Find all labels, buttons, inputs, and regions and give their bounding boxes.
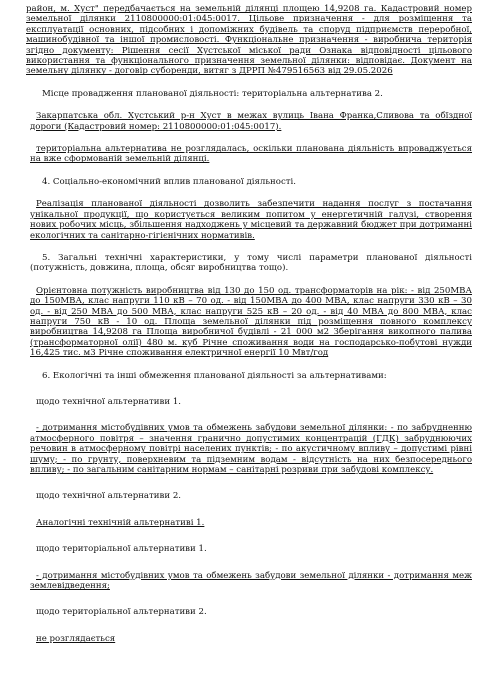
place-alternative-note: територіальна альтернатива не розглядалась, оскільки планована діяльність впроваджується на вже сформованій земельній ділянці.: [30, 144, 472, 165]
territorial-alt-1-label: щодо територіальної альтернативи 1.: [36, 544, 207, 555]
technical-alt-1-label: щодо технічної альтернативи 1.: [36, 396, 182, 407]
section-4-text: Реалізація планованої діяльності дозволить забезпечити надання послуг з постачання унікальної продукції, що користується великим попитом у енергетичній галузі, створення нових робочих місць, збільшення надходжень у місцевий та державний бюджет при дотриманні екологічних та санітарно-гігієнічних нормативів.: [30, 199, 472, 241]
section-5-heading: 5. Загальні технічні характеристики, у тому числі параметри планованої діяльності (потужність, довжина, площа, обсяг виробництва тощо).: [30, 252, 472, 274]
technical-alt-1-text: - дотримання містобудівних умов та обмежень забудови земельної ділянки: - по забрудненню атмосферного повітря – значення гранично допустимих концентрацій (ГДК) забруднюючих речовин в атмосферному повітрі населених пунктів; - по акустичному впливу – допустимі рівні шуму; - по грунту, поверхневим та підземним водам - відсутність на них безпосереднього впливу; - по загальним санітарним нормам – санітарні розриви при забудові комплексу.: [30, 423, 472, 475]
territorial-alt-2-text: не розглядається: [36, 633, 116, 644]
territorial-alt-2-label: щодо територіальної альтернативи 2.: [36, 607, 207, 618]
section-6-heading: 6. Екологічні та інші обмеження планованої діяльності за альтернативами:: [42, 370, 387, 381]
section-5-text: Орієнтовна потужність виробництва від 130 до 150 од. трансформаторів на рік: - від 250МВА до 150МВА, клас напруги 110 кВ – 70 од. - від 150МВА до 400 МВА, клас напруги 330 кВ – 30 од. - від 250 МВА до 500 МВА, клас напруги 525 кВ – 20 од. - від 40 МВА до 800 МВА, клас напруги 750 кВ - 10 од. Площа земельної ділянки під розміщення повного комплексу виробництва 14,9208 га Площа виробничої будівлі - 21 000 м2 Зберігання викопного палива (трансформаторної олії) 480 м. куб Річне споживання води на господарсько-побутові нужди 16,425 тис. м3 Річне споживання електричної енергії 10 Мвт/год: [30, 285, 472, 359]
technical-alt-2-text: Аналогічні технічній альтернативі 1.: [36, 517, 205, 528]
section-4-heading: 4. Соціально-економічний вплив планованої діяльності.: [42, 176, 297, 187]
intro-paragraph: район, м. Хуст" передбачається на земельній ділянці площею 14,9208 га. Кадастровий номер земельної ділянки 2110800000:01:045:0017. Цільове призначення - для розміщення та експлуатації основних, підсобних і допоміжних будівель та споруд підприємств переробної, машинобудівної та іншої промисловості. Функціональне призначення - виробнича територія згідно документу: Рішення сесії Хустської міської ради Ознака відповідності цільового використання та функціонального призначення земельної ділянки: відповідає. Документ на земельну ділянку - договір суборенди, витяг з ДРРП №479516563 від 29.05.2026: [26, 4, 472, 77]
place-description: Закарпатська обл. Хустський р-н Хуст в межах вулиць Івана Франка,Сливова та обїздної дороги (Кадастровий номер: 2110800000:01:045:0017).: [30, 111, 472, 132]
place-heading: Місце провадження планованої діяльності: територіальна альтернатива 2.: [42, 88, 383, 99]
territorial-alt-1-text: - дотримання містобудівних умов та обмежень забудови земельної ділянки - дотримання меж землевідведення;: [30, 570, 472, 592]
technical-alt-2-label: щодо технічної альтернативи 2.: [36, 491, 182, 502]
